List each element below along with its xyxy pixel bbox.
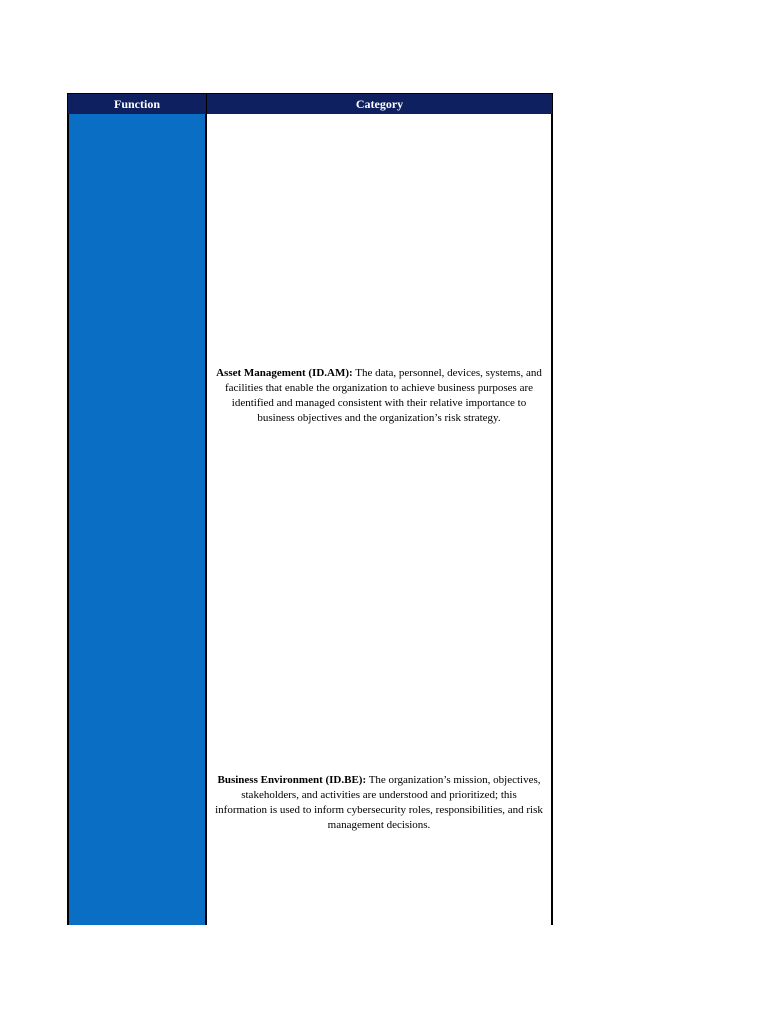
category-text	[214, 366, 544, 426]
category-header-label: Category	[355, 96, 404, 111]
function-header-label: Function	[113, 96, 160, 111]
category-name: Business Environment (ID.BE):	[217, 773, 367, 786]
framework-table	[67, 93, 553, 925]
category-description: The organization’s mission, objectives, stakeholders, and activities are understood and prioritized; this information is used to inform cybersecurity roles, responsibilities, and risk management decisions.	[215, 773, 543, 831]
category-cell-business-environment	[206, 688, 553, 925]
category-text	[214, 773, 544, 833]
category-cell-asset-management	[206, 114, 553, 690]
function-cell	[67, 114, 207, 925]
function-column-header	[67, 93, 207, 115]
category-name: Asset Management (ID.AM):	[216, 367, 353, 379]
category-description: The data, personnel, devices, systems, and facilities that enable the organization to achieve business purposes are identified and managed consistent with their relative importance to business objectives and the organization’s risk strategy.	[225, 367, 542, 424]
category-column-header	[206, 93, 553, 115]
